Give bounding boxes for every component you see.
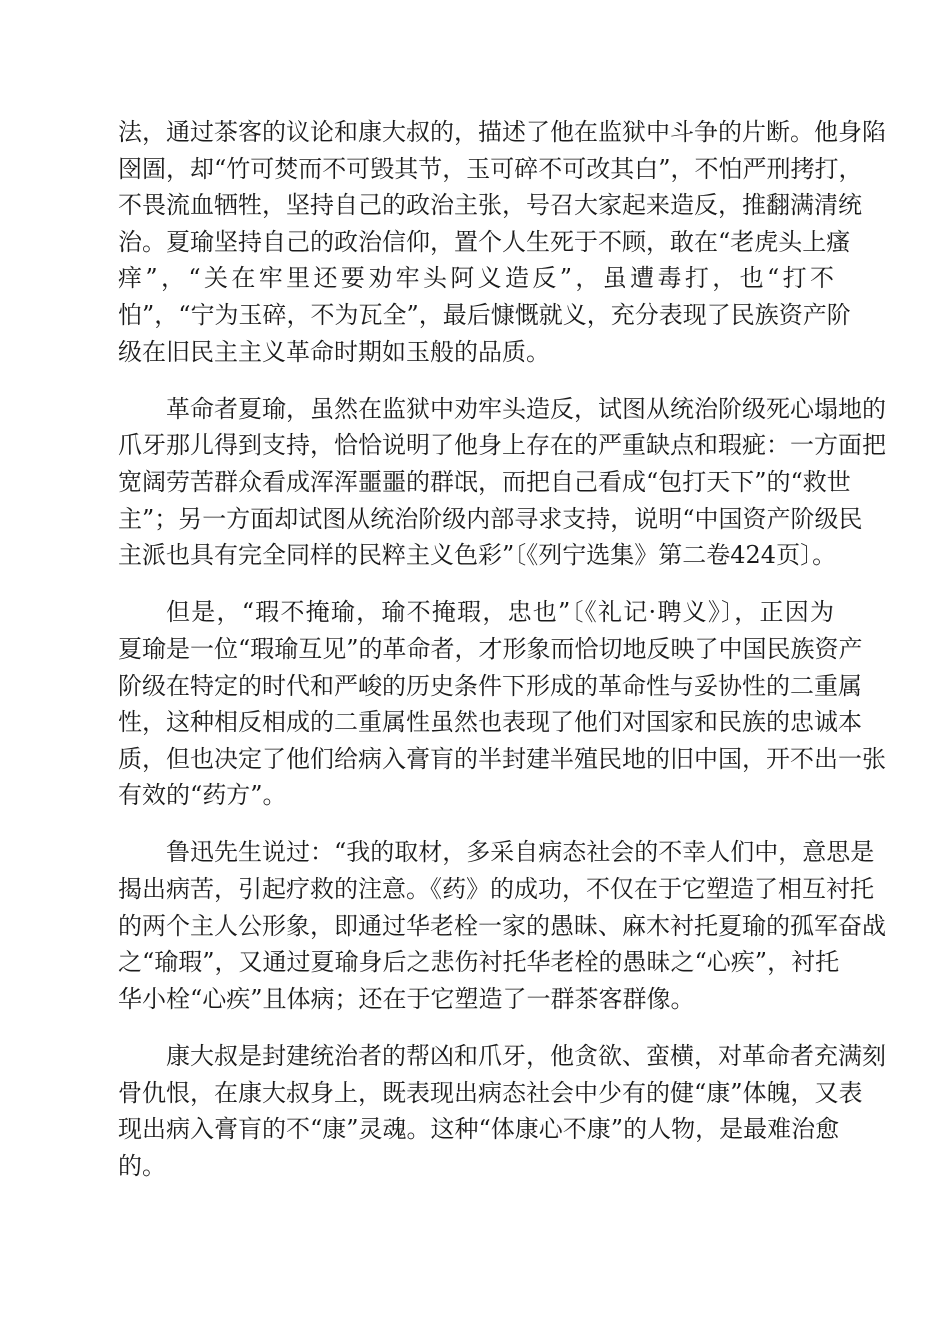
text-line: 阶级在特定的时代和严峻的历史条件下形成的革命性与妥协性的二重属 bbox=[118, 671, 862, 700]
document-body bbox=[118, 114, 886, 1205]
text-line: 囹圄，却“竹可焚而不可毁其节，玉可碎不可改其白”，不怕严刑拷打， bbox=[118, 154, 863, 183]
text-line: 有效的“药方”。 bbox=[118, 781, 287, 810]
text-line: 之“瑜瑕”，又通过夏瑜身后之悲伤衬托华老栓的愚昧之“心疾”，衬托 bbox=[118, 948, 840, 977]
paragraph-1 bbox=[118, 114, 886, 370]
text-line: 爪牙那儿得到支持，恰恰说明了他身上存在的严重缺点和瑕疵：一方面把 bbox=[118, 431, 886, 460]
text-line: 痒”，“关在牢里还要劝牢头阿义造反”，虽遭毒打，也“打不 bbox=[118, 264, 834, 293]
text-line: 骨仇恨，在康大叔身上，既表现出病态社会中少有的健“康”体魄，又表 bbox=[118, 1078, 863, 1107]
text-line: 的两个主人公形象，即通过华老栓一家的愚昧、麻木衬托夏瑜的孤军奋战 bbox=[118, 911, 886, 940]
paragraph-4 bbox=[118, 834, 886, 1017]
text-line: 康大叔是封建统治者的帮凶和爪牙，他贪欲、蛮横，对革命者充满刻 bbox=[166, 1042, 886, 1071]
text-line: 夏瑜是一位“瑕瑜互见”的革命者，才形象而恰切地反映了中国民族资产 bbox=[118, 634, 863, 663]
paragraph-5 bbox=[118, 1038, 886, 1184]
text-line: 现出病入膏肓的不“康”灵魂。这种“体康心不康”的人物，是最难治愈 bbox=[118, 1115, 840, 1144]
text-line: 宽阔劳苦群众看成浑浑噩噩的群氓，而把自己看成“包打天下”的“救世 bbox=[118, 467, 851, 496]
text-line: 主派也具有完全同样的民粹主义色彩”〔《列宁选集》第二卷424页〕。 bbox=[118, 541, 837, 570]
text-line: 性，这种相反相成的二重属性虽然也表现了他们对国家和民族的忠诚本 bbox=[118, 708, 862, 737]
text-line: 鲁迅先生说过：“我的取材，多采自病态社会的不幸人们中，意思是 bbox=[166, 838, 875, 867]
text-line: 华小栓“心疾”且体病；还在于它塑造了一群茶客群像。 bbox=[118, 984, 695, 1013]
paragraph-3 bbox=[118, 594, 886, 814]
text-line: 质，但也决定了他们给病入膏肓的半封建半殖民地的旧中国，开不出一张 bbox=[118, 744, 886, 773]
text-line: 治。夏瑜坚持自己的政治信仰，置个人生死于不顾，敢在“老虎头上瘙 bbox=[118, 227, 851, 256]
text-line: 主”；另一方面却试图从统治阶级内部寻求支持，说明“中国资产阶级民 bbox=[118, 504, 863, 533]
text-line: 但是，“瑕不掩瑜，瑜不掩瑕，忠也”〔《礼记·聘义》〕，正因为 bbox=[166, 598, 834, 627]
paragraph-2 bbox=[118, 391, 886, 574]
text-line: 不畏流血牺牲，坚持自己的政治主张，号召大家起来造反，推翻满清统 bbox=[118, 191, 862, 220]
text-line: 法，通过茶客的议论和康大叔的，描述了他在监狱中斗争的片断。他身陷 bbox=[118, 118, 886, 146]
text-line: 革命者夏瑜，虽然在监狱中劝牢头造反，试图从统治阶级死心塌地的 bbox=[166, 394, 886, 423]
text-line: 的。 bbox=[118, 1151, 166, 1180]
text-line: 揭出病苦，引起疗救的注意。《药》的成功，不仅在于它塑造了相互衬托 bbox=[118, 875, 874, 904]
text-line: 级在旧民主主义革命时期如玉般的品质。 bbox=[118, 337, 550, 366]
text-line: 怕”，“宁为玉碎，不为瓦全”，最后慷慨就义，充分表现了民族资产阶 bbox=[118, 300, 851, 329]
